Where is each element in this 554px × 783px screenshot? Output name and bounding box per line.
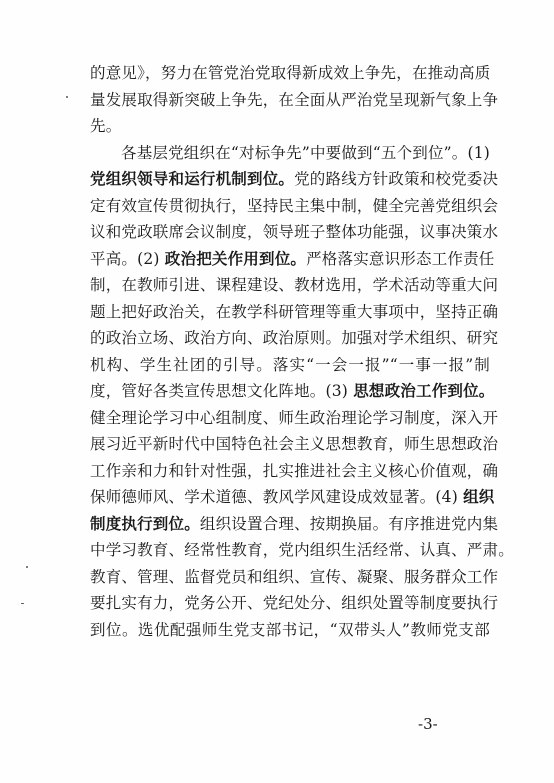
paragraph-text: 严格落实意识形态工作责任	[306, 249, 495, 268]
paragraph-text: 题上把好政治关，在教学科研管理等重大事项中，坚持正确	[90, 302, 499, 321]
paragraph-text: 要扎实有力，党务公开、党纪处分、组织处置等制度要执行	[90, 594, 499, 612]
scan-speck	[21, 603, 24, 604]
text-line	[90, 617, 490, 644]
text-line	[90, 219, 499, 246]
paragraph-text: 展习近平新时代中国特色社会主义思想教育，师生思想政治	[90, 435, 499, 453]
text-line	[90, 299, 499, 326]
paragraph-text: 议和党政联席会议制度，领导班子整体功能强，议事决策水	[90, 223, 499, 241]
bold-heading-text: 党组织领导和运行机制到位。	[90, 169, 295, 188]
paragraph-text: 制，在教师引进、课程建设、教材选用，学术活动等重大问	[90, 276, 499, 294]
paragraph-text: 平高。(2)	[90, 249, 165, 268]
body-text	[90, 60, 514, 643]
text-line	[90, 431, 499, 458]
paragraph-text: 先。	[90, 117, 122, 135]
text-line	[90, 564, 499, 591]
bold-heading-text: 组织	[463, 487, 495, 506]
text-line	[90, 325, 499, 352]
text-line	[90, 113, 490, 140]
text-line	[90, 537, 514, 564]
text-line	[90, 166, 499, 193]
paragraph-text: 定有效宣传贯彻执行，坚持民主集中制，健全完善党组织会	[90, 196, 499, 215]
text-line	[90, 511, 499, 538]
paragraph-text: 的政治立场、政治方向、政治原则。加强对学术组织、研究	[90, 329, 499, 347]
paragraph-text: 到位。选优配强师生党支部书记，“双带头人”教师党支部	[90, 620, 490, 639]
paragraph-text: 健全理论学习中心组制度、师生政治理论学习制度，深入开	[90, 408, 499, 427]
paragraph-text: 的意见》，努力在管党治党取得新成效上争先，在推动高质	[90, 64, 491, 82]
paragraph-text: 中学习教育、经常性教育，党内组织生活经常、认真、严肃。	[90, 541, 514, 559]
paragraph-text: 度，管好各类宣传思想文化阵地。(3)	[90, 382, 354, 400]
text-line	[90, 590, 499, 617]
paragraph-text: 工作亲和力和针对性强，扎实推进社会主义核心价值观，确	[90, 461, 499, 480]
scan-speck	[26, 566, 28, 568]
text-line	[90, 405, 499, 432]
text-line	[90, 378, 495, 405]
paragraph-text: 机构、学生社团的引导。落实“一会一报”“一事一报”制	[90, 355, 490, 374]
text-line	[90, 193, 499, 220]
text-line	[90, 87, 499, 114]
text-line	[90, 272, 499, 299]
paragraph-text: 党的路线方针政策和校党委决	[294, 170, 499, 188]
text-line	[90, 60, 490, 87]
bold-heading-text: 思想政治工作到位。	[353, 381, 495, 400]
page-number: -3-	[418, 715, 438, 733]
paragraph-text: 教育、管理、监督党员和组织、宣传、凝聚、服务群众工作	[90, 567, 499, 586]
paragraph-text: 保师德师风、学术道德、教风学风建设成效显著。(4)	[90, 488, 464, 506]
bold-heading-text: 政治把关作用到位。	[164, 248, 307, 268]
scan-speck	[66, 96, 68, 98]
text-line	[90, 140, 490, 167]
bold-heading-text: 制度执行到位。	[90, 513, 200, 533]
paragraph-text: 量发展取得新突破上争先，在全面从严治党呈现新气象上争	[90, 90, 499, 109]
paragraph-text: 组织设置合理、按期换届。有序推进党内集	[199, 514, 499, 533]
text-line	[90, 246, 495, 273]
text-line	[90, 484, 495, 511]
paragraph-text: 各基层党组织在“对标争先”中要做到“五个到位”。(1)	[121, 143, 491, 162]
text-line	[90, 458, 499, 485]
text-line	[90, 352, 490, 379]
